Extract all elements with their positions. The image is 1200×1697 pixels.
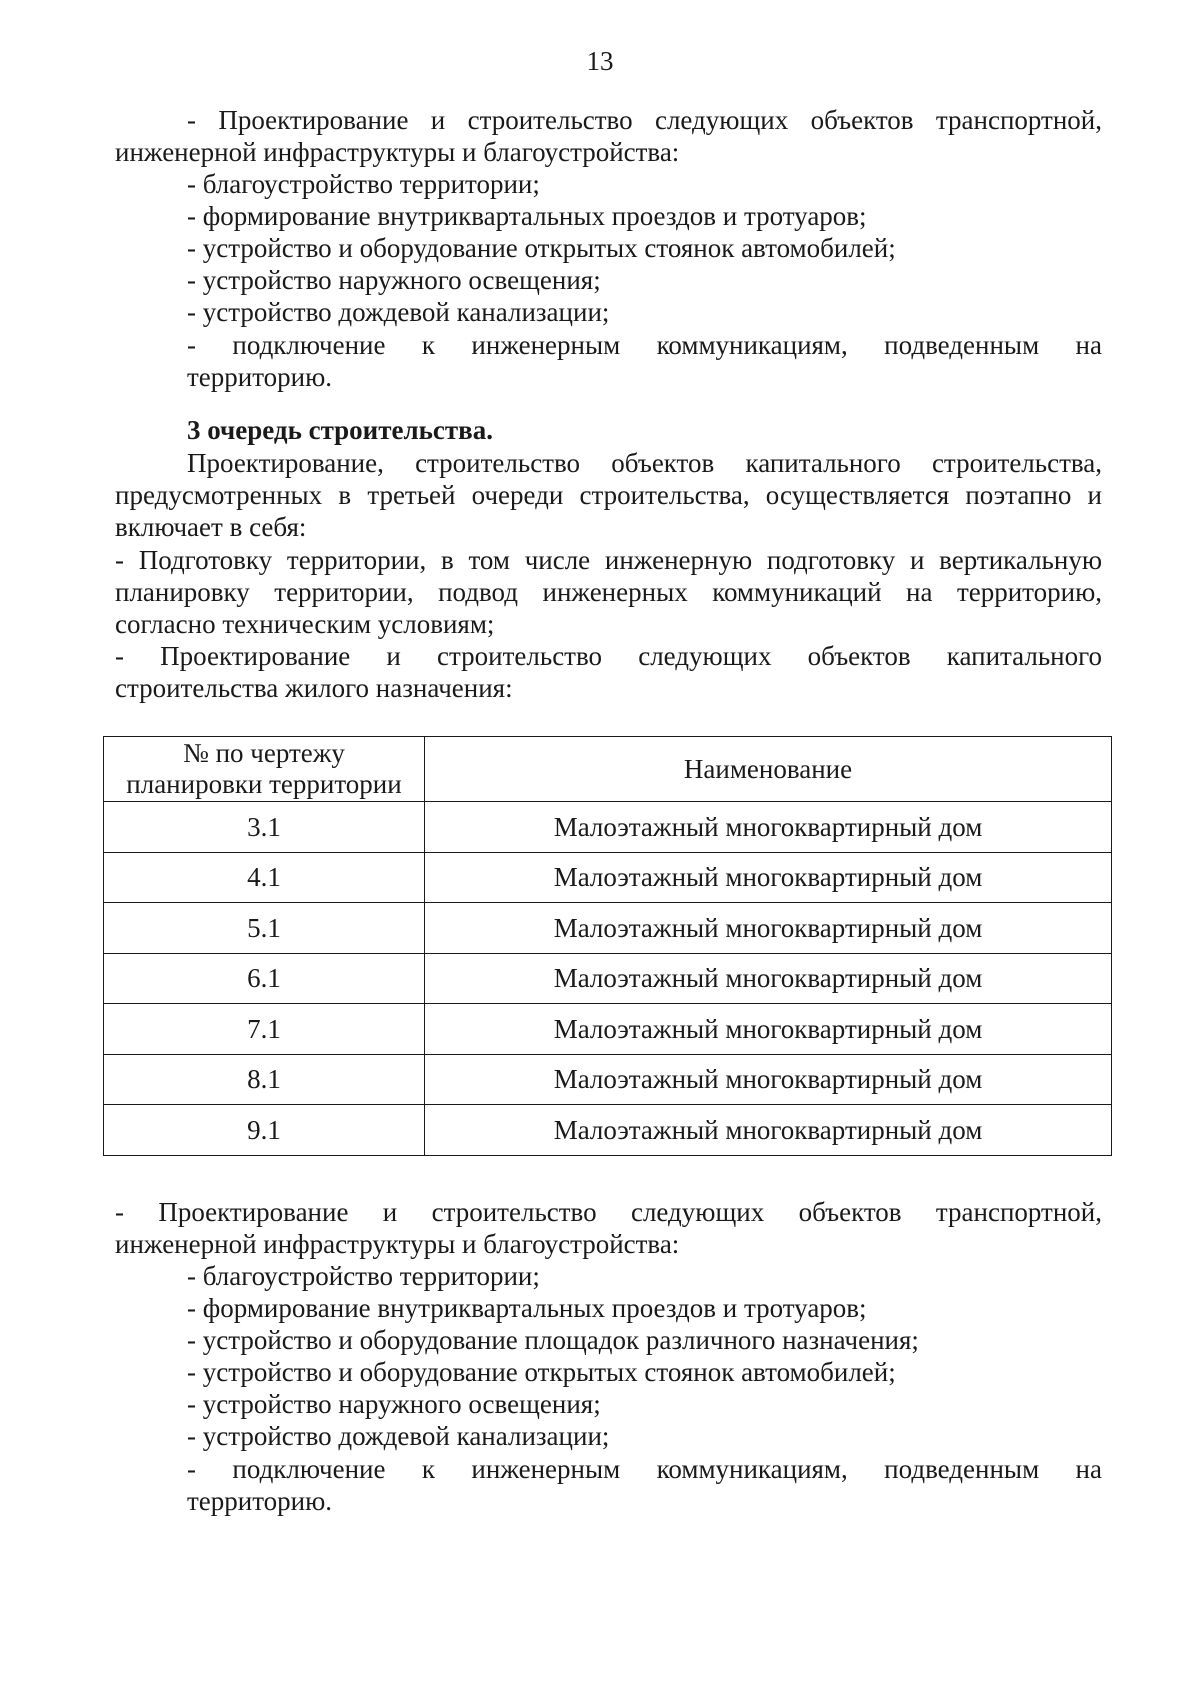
section-c-item: - устройство и оборудование открытых стоянок автомобилей; xyxy=(187,1357,896,1387)
section-c-item: - устройство дождевой канализации; xyxy=(187,1421,610,1451)
row-name: Малоэтажный многоквартирный дом xyxy=(425,802,1112,853)
table-row xyxy=(104,1105,1112,1156)
row-name: Малоэтажный многоквартирный дом xyxy=(425,1054,1112,1105)
section-a-item: - устройство наружного освещения; xyxy=(187,265,601,295)
section-c-item: - устройство и оборудование площадок различного назначения; xyxy=(187,1325,919,1355)
table-header-row xyxy=(104,737,1112,802)
section-a-item: - благоустройство территории; xyxy=(187,169,540,199)
section-a-item: - устройство и оборудование открытых стоянок автомобилей; xyxy=(187,233,896,263)
table-row xyxy=(104,852,1112,903)
section-c-item: - устройство наружного освещения; xyxy=(187,1389,601,1419)
row-name: Малоэтажный многоквартирный дом xyxy=(425,903,1112,954)
section-a-item: - формирование внутриквартальных проездов и тротуаров; xyxy=(187,201,867,231)
row-number: 3.1 xyxy=(104,802,425,853)
row-name: Малоэтажный многоквартирный дом xyxy=(425,1004,1112,1055)
header-drawing-number xyxy=(104,737,425,802)
para1-line-2: предусмотренных в третьей очереди строительства, осуществляется поэтапно и xyxy=(115,480,1102,510)
row-name: Малоэтажный многоквартирный дом xyxy=(425,953,1112,1004)
header-col1-line-1: № по чертежу xyxy=(183,738,345,768)
table-row xyxy=(104,1054,1112,1105)
section-a-last-item-line-1: - подключение к инженерным коммуникациям, подведенным на xyxy=(187,330,1102,360)
section-heading: 3 очередь строительства. xyxy=(187,415,493,445)
row-number: 7.1 xyxy=(104,1004,425,1055)
para2-line-1: - Подготовку территории, в том числе инженерную подготовку и вертикальную xyxy=(115,545,1102,575)
section-c-intro-line-2: инженерной инфраструктуры и благоустройства: xyxy=(115,1229,680,1259)
buildings-table xyxy=(103,736,1112,1156)
para3-line-2: строительства жилого назначения: xyxy=(115,673,513,703)
page-number: 13 xyxy=(586,46,614,76)
row-number: 6.1 xyxy=(104,953,425,1004)
section-c-item: - благоустройство территории; xyxy=(187,1261,540,1291)
row-number: 4.1 xyxy=(104,852,425,903)
section-c-last-item-line-1: - подключение к инженерным коммуникациям, подведенным на xyxy=(187,1454,1102,1484)
para2-line-2: планировку территории, подвод инженерных коммуникаций на территорию, xyxy=(115,577,1102,607)
section-a-last-item-line-2: территорию. xyxy=(187,362,333,392)
section-a-intro-line-1: - Проектирование и строительство следующих объектов транспортной, xyxy=(187,105,1102,135)
table-row xyxy=(104,953,1112,1004)
row-name: Малоэтажный многоквартирный дом xyxy=(425,852,1112,903)
para2-line-3: согласно техническим условиям; xyxy=(115,609,495,639)
header-name: Наименование xyxy=(425,737,1112,802)
header-col1-line-2: планировки территории xyxy=(126,769,402,799)
para1-line-3: включает в себя: xyxy=(115,512,307,542)
table-row xyxy=(104,1004,1112,1055)
row-number: 5.1 xyxy=(104,903,425,954)
table-row xyxy=(104,802,1112,853)
table-row xyxy=(104,903,1112,954)
row-number: 8.1 xyxy=(104,1054,425,1105)
section-c-intro-line-1: - Проектирование и строительство следующих объектов транспортной, xyxy=(115,1197,1102,1227)
para3-line-1: - Проектирование и строительство следующих объектов капитального xyxy=(115,641,1102,671)
row-number: 9.1 xyxy=(104,1105,425,1156)
section-c-item: - формирование внутриквартальных проездов и тротуаров; xyxy=(187,1293,867,1323)
section-a-item: - устройство дождевой канализации; xyxy=(187,297,610,327)
para1-line-1: Проектирование, строительство объектов капитального строительства, xyxy=(187,448,1102,478)
row-name: Малоэтажный многоквартирный дом xyxy=(425,1105,1112,1156)
section-c-last-item-line-2: территорию. xyxy=(187,1486,333,1516)
section-a-intro-line-2: инженерной инфраструктуры и благоустройства: xyxy=(115,137,680,167)
